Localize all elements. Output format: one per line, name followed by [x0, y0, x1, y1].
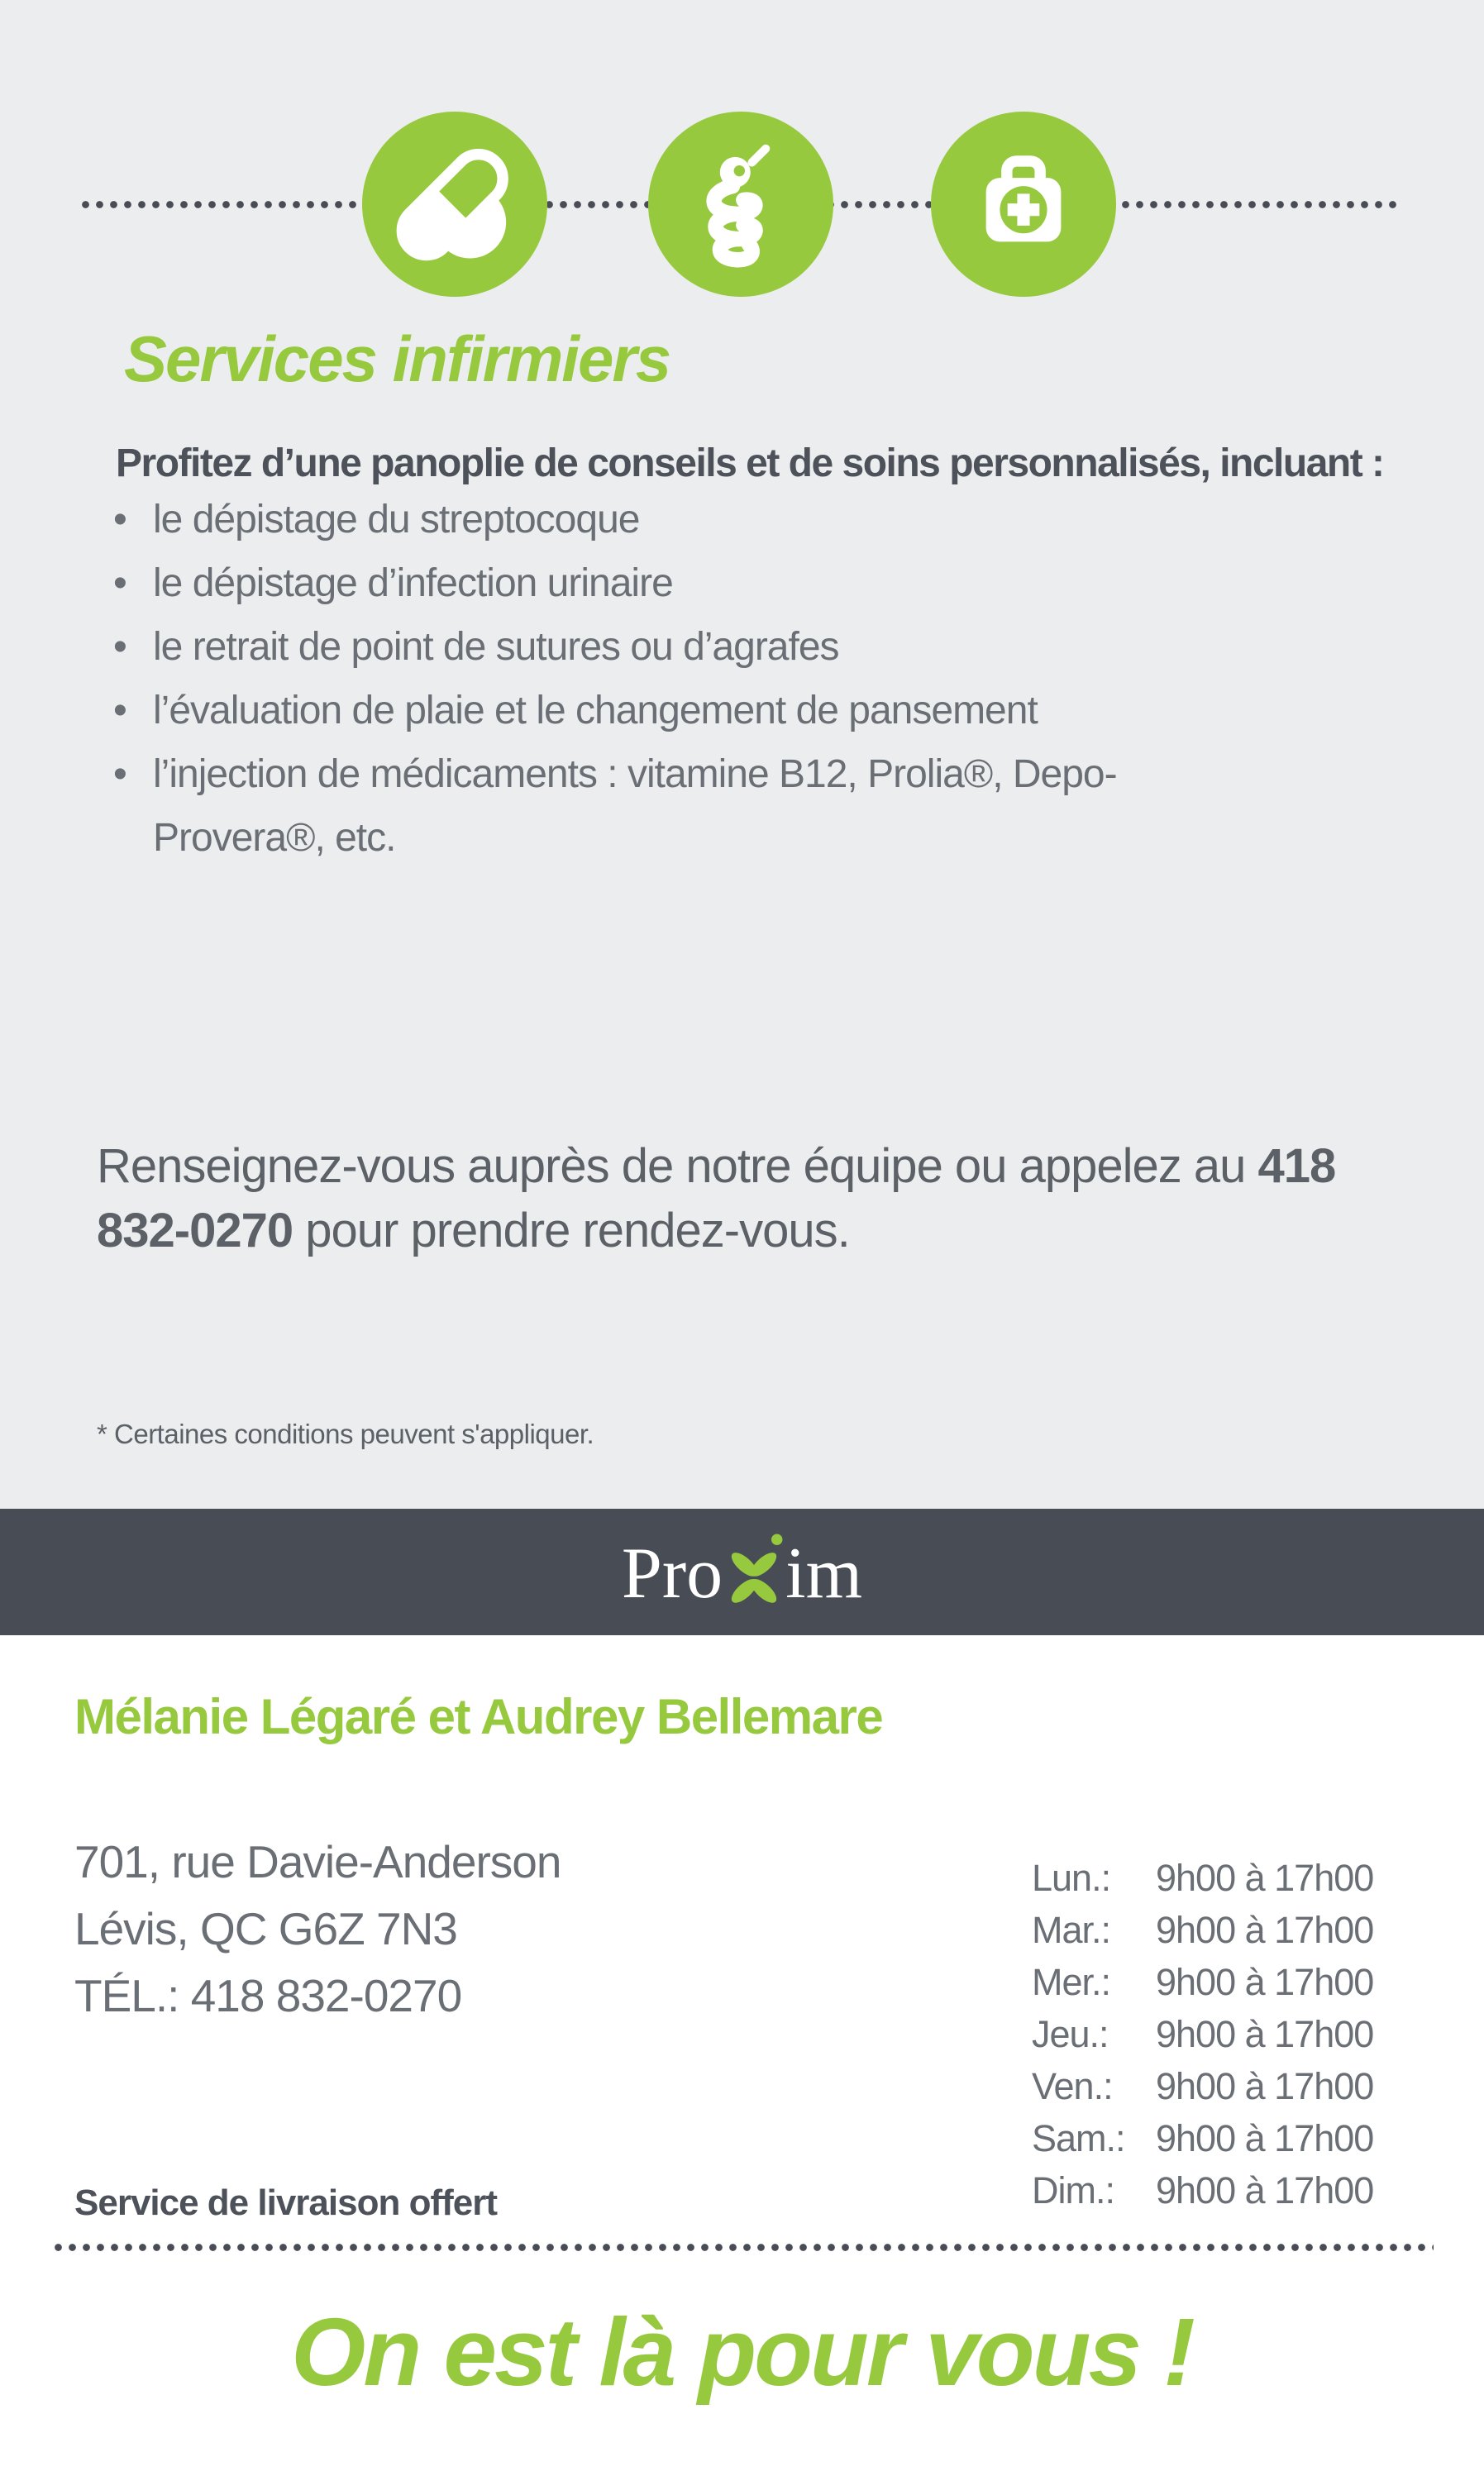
cta-text: Renseignez-vous auprès de notre équipe ou appelez au: [97, 1139, 1246, 1193]
hour-day: Jeu.:: [1032, 2013, 1109, 2055]
list-item-text: l’injection de médicaments : vitamine B12, Prolia®, Depo-Provera®, etc.: [153, 752, 1117, 860]
address-street: 701, rue Davie-Anderson: [74, 1836, 561, 1887]
hour-row: [1032, 1956, 1373, 2008]
address-block: [74, 1829, 561, 2030]
services-intro: Profitez d’une panoplie de conseils et de soins personnalisés, incluant :: [116, 441, 1384, 485]
opening-hours: [1032, 1852, 1373, 2216]
proxim-logo: [622, 1524, 862, 1624]
serpent-graphic: [671, 135, 810, 274]
pharmacist-names: Mélanie Légaré et Audrey Bellemare: [74, 1689, 883, 1744]
hour-day: Ven.:: [1032, 2065, 1113, 2107]
conditions-footnote: * Certaines conditions peuvent s'appliquer.: [97, 1419, 594, 1449]
list-item-text: le dépistage d’infection urinaire: [153, 561, 673, 605]
phone-number: 418 832-0270: [97, 1139, 1336, 1257]
hour-day: Mar.:: [1032, 1909, 1111, 1951]
page-title: Services infirmiers: [124, 322, 670, 395]
pill-icon: [362, 112, 547, 297]
first-aid-kit-graphic: [954, 135, 1093, 274]
list-item-text: l’évaluation de plaie et le changement de pansement: [153, 689, 1038, 732]
logo-text-pro: Pro: [621, 1533, 723, 1614]
list-item: [113, 742, 1118, 870]
call-to-action: [97, 1134, 1403, 1263]
hour-row: [1032, 2112, 1373, 2164]
hour-time: 9h00 à 17h00: [1156, 2117, 1374, 2159]
list-item: [113, 488, 1118, 551]
proxim-x-leaf-icon: [719, 1520, 789, 1621]
services-list: [113, 488, 1118, 870]
hour-row: [1032, 1852, 1373, 1904]
list-item: [113, 551, 1118, 615]
delivery-note: Service de livraison offert: [74, 2183, 497, 2223]
address-city: Lévis, QC G6Z 7N3: [74, 1903, 457, 1954]
hour-row: [1032, 2060, 1373, 2112]
list-item: [113, 679, 1118, 742]
serpent-rod-icon: [648, 112, 833, 297]
tagline: On est là pour vous !: [291, 2298, 1193, 2406]
hour-time: 9h00 à 17h00: [1156, 1909, 1374, 1951]
brand-band: [0, 1509, 1484, 1635]
list-item-text: le dépistage du streptocoque: [153, 498, 640, 541]
hour-time: 9h00 à 17h00: [1156, 2169, 1374, 2211]
hour-day: Mer.:: [1032, 1961, 1111, 2003]
hour-day: Lun.:: [1032, 1857, 1111, 1899]
logo-text-im: im: [785, 1533, 863, 1614]
dotted-divider-bottom: [51, 2244, 1434, 2251]
hour-time: 9h00 à 17h00: [1156, 2065, 1374, 2107]
hour-row: [1032, 2008, 1373, 2060]
hour-time: 9h00 à 17h00: [1156, 2013, 1374, 2055]
hour-row: [1032, 2164, 1373, 2216]
pill-capsule-graphic: [385, 135, 524, 274]
list-item: [113, 615, 1118, 679]
address-phone: TÉL.: 418 832-0270: [74, 1970, 462, 2021]
hour-row: [1032, 1904, 1373, 1956]
first-aid-kit-icon: [931, 112, 1116, 297]
list-item-text: le retrait de point de sutures ou d’agrafes: [153, 625, 839, 669]
hour-day: Dim.:: [1032, 2169, 1114, 2211]
hour-time: 9h00 à 17h00: [1156, 1961, 1374, 2003]
hour-time: 9h00 à 17h00: [1156, 1857, 1374, 1899]
cta-text-end: pour prendre rendez-vous.: [293, 1204, 850, 1257]
hour-day: Sam.:: [1032, 2117, 1125, 2159]
